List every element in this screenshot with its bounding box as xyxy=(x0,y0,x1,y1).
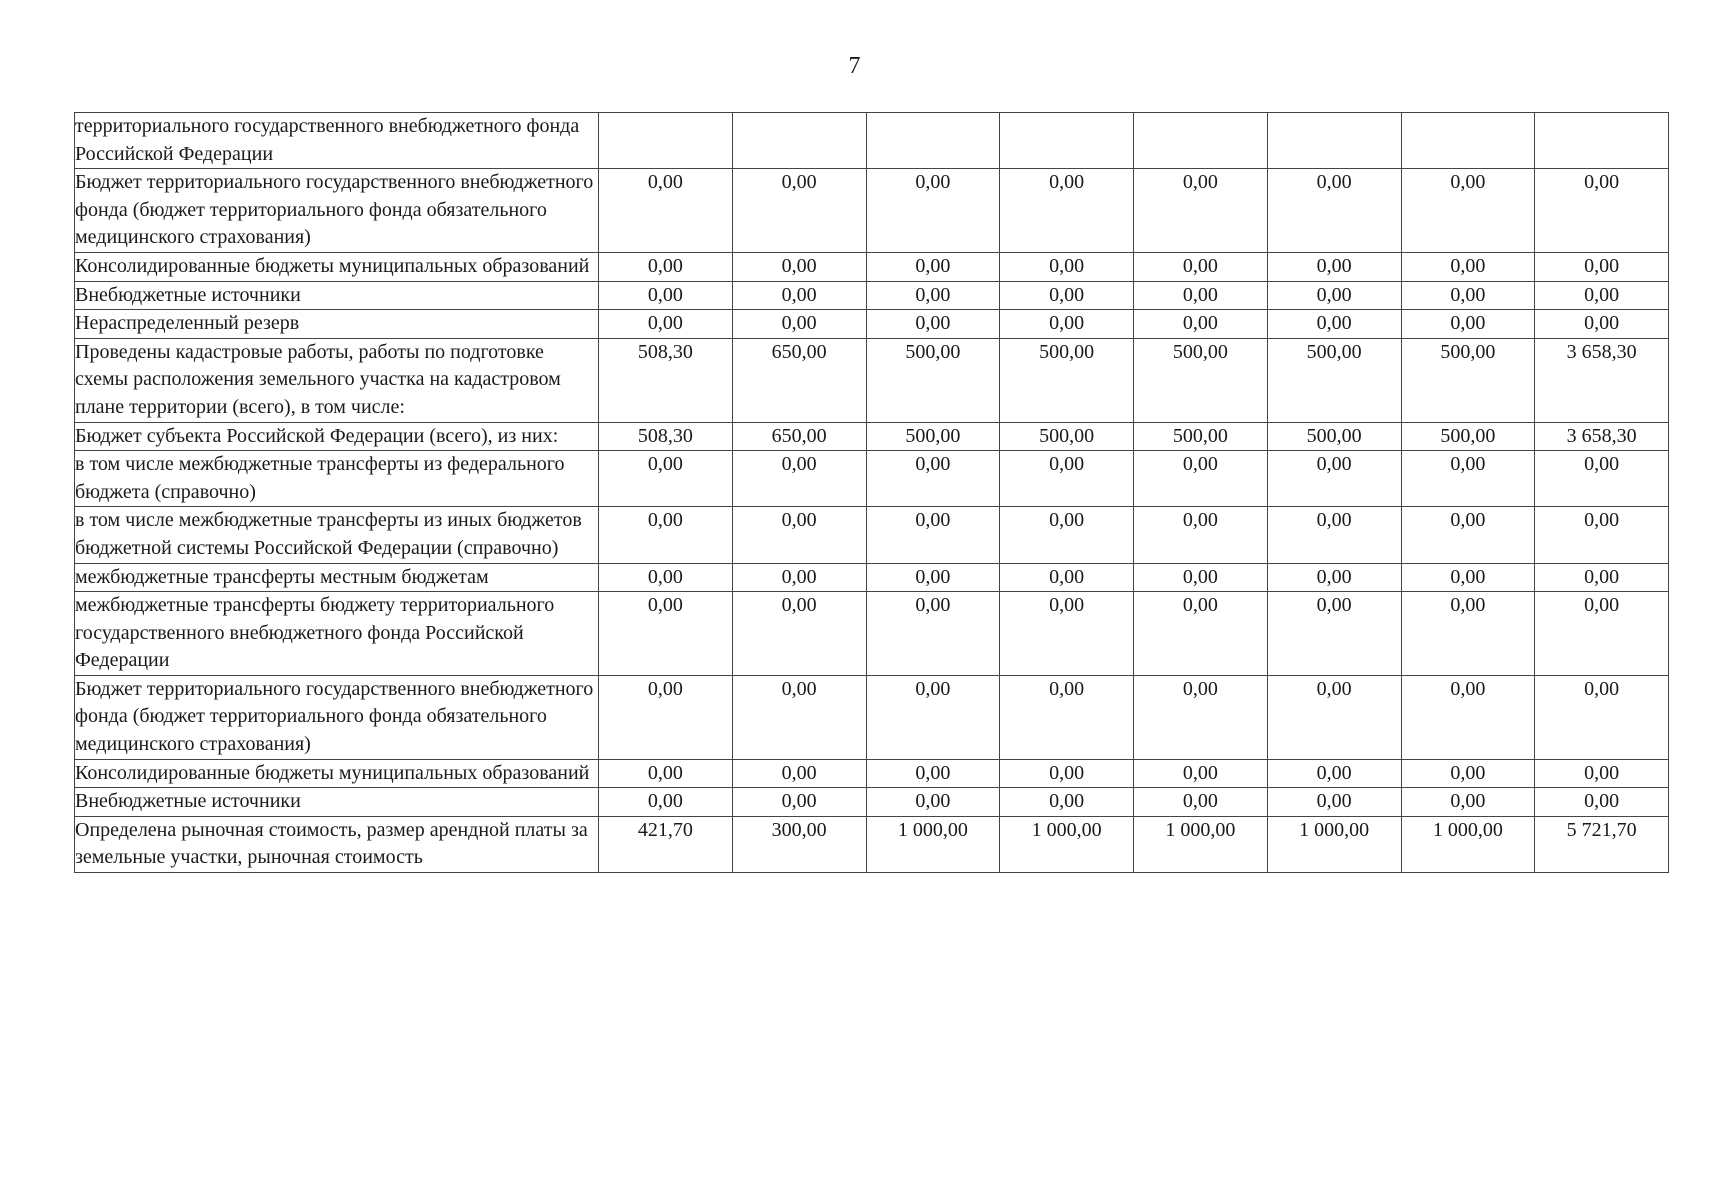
value-cell: 0,00 xyxy=(866,451,1000,507)
value-cell: 0,00 xyxy=(866,592,1000,676)
value-cell: 0,00 xyxy=(1267,252,1401,281)
row-label: в том числе межбюджетные трансферты из иных бюджетов бюджетной системы Российской Федерации (справочно) xyxy=(75,507,599,563)
value-cell: 0,00 xyxy=(599,592,733,676)
value-cell: 0,00 xyxy=(732,507,866,563)
value-cell: 300,00 xyxy=(732,816,866,872)
value-cell: 500,00 xyxy=(1134,422,1268,451)
value-cell: 0,00 xyxy=(599,310,733,339)
table-row xyxy=(75,451,1669,507)
value-cell: 0,00 xyxy=(866,788,1000,817)
value-cell: 0,00 xyxy=(599,281,733,310)
value-cell: 0,00 xyxy=(1267,507,1401,563)
row-label: Бюджет территориального государственного внебюджетного фонда (бюджет территориального фонда обязательного медицинского страхования) xyxy=(75,169,599,253)
value-cell: 0,00 xyxy=(1535,592,1669,676)
value-cell xyxy=(599,113,733,169)
value-cell: 0,00 xyxy=(1267,788,1401,817)
table-row xyxy=(75,507,1669,563)
value-cell: 508,30 xyxy=(599,338,733,422)
value-cell: 0,00 xyxy=(1000,788,1134,817)
value-cell xyxy=(866,113,1000,169)
table-row xyxy=(75,816,1669,872)
table-row xyxy=(75,338,1669,422)
table-row xyxy=(75,169,1669,253)
value-cell: 500,00 xyxy=(1267,338,1401,422)
value-cell: 0,00 xyxy=(599,507,733,563)
table-row xyxy=(75,281,1669,310)
value-cell: 0,00 xyxy=(1134,759,1268,788)
value-cell: 0,00 xyxy=(1267,759,1401,788)
value-cell: 1 000,00 xyxy=(1267,816,1401,872)
value-cell: 500,00 xyxy=(1000,338,1134,422)
table-row xyxy=(75,563,1669,592)
value-cell: 500,00 xyxy=(1134,338,1268,422)
row-label: Бюджет субъекта Российской Федерации (всего), из них: xyxy=(75,422,599,451)
value-cell: 0,00 xyxy=(866,675,1000,759)
value-cell: 0,00 xyxy=(1000,451,1134,507)
value-cell xyxy=(1134,113,1268,169)
value-cell: 500,00 xyxy=(866,338,1000,422)
value-cell: 0,00 xyxy=(1401,252,1535,281)
value-cell: 1 000,00 xyxy=(866,816,1000,872)
value-cell: 0,00 xyxy=(1134,675,1268,759)
value-cell: 0,00 xyxy=(599,788,733,817)
row-label: Консолидированные бюджеты муниципальных образований xyxy=(75,759,599,788)
value-cell: 0,00 xyxy=(1134,451,1268,507)
value-cell: 0,00 xyxy=(1535,281,1669,310)
value-cell: 0,00 xyxy=(1000,507,1134,563)
value-cell: 0,00 xyxy=(1401,759,1535,788)
value-cell: 0,00 xyxy=(1134,507,1268,563)
value-cell: 0,00 xyxy=(1401,281,1535,310)
row-label: Внебюджетные источники xyxy=(75,281,599,310)
value-cell: 0,00 xyxy=(1000,169,1134,253)
value-cell: 0,00 xyxy=(1134,788,1268,817)
value-cell: 0,00 xyxy=(1000,675,1134,759)
value-cell: 0,00 xyxy=(732,592,866,676)
value-cell xyxy=(1267,113,1401,169)
value-cell: 0,00 xyxy=(599,759,733,788)
value-cell: 0,00 xyxy=(866,281,1000,310)
value-cell: 0,00 xyxy=(1267,592,1401,676)
value-cell: 0,00 xyxy=(1134,252,1268,281)
value-cell: 0,00 xyxy=(1535,310,1669,339)
row-label: в том числе межбюджетные трансферты из федерального бюджета (справочно) xyxy=(75,451,599,507)
value-cell: 0,00 xyxy=(1401,788,1535,817)
value-cell: 0,00 xyxy=(732,451,866,507)
page-number: 7 xyxy=(848,53,861,79)
value-cell: 0,00 xyxy=(1267,451,1401,507)
table-row xyxy=(75,113,1669,169)
value-cell: 0,00 xyxy=(1267,281,1401,310)
value-cell: 0,00 xyxy=(1000,592,1134,676)
value-cell xyxy=(732,113,866,169)
value-cell: 650,00 xyxy=(732,422,866,451)
value-cell: 0,00 xyxy=(1000,759,1134,788)
value-cell: 0,00 xyxy=(1267,675,1401,759)
row-label: межбюджетные трансферты местным бюджетам xyxy=(75,563,599,592)
table-row xyxy=(75,422,1669,451)
value-cell: 500,00 xyxy=(866,422,1000,451)
value-cell: 0,00 xyxy=(732,675,866,759)
value-cell: 0,00 xyxy=(1267,563,1401,592)
value-cell: 0,00 xyxy=(599,169,733,253)
value-cell: 0,00 xyxy=(732,563,866,592)
value-cell: 0,00 xyxy=(866,563,1000,592)
value-cell: 3 658,30 xyxy=(1535,338,1669,422)
value-cell: 0,00 xyxy=(732,281,866,310)
value-cell: 0,00 xyxy=(1134,169,1268,253)
value-cell: 0,00 xyxy=(1000,563,1134,592)
value-cell: 0,00 xyxy=(866,759,1000,788)
value-cell: 0,00 xyxy=(1267,169,1401,253)
value-cell: 0,00 xyxy=(1535,451,1669,507)
value-cell xyxy=(1535,113,1669,169)
row-label: Консолидированные бюджеты муниципальных образований xyxy=(75,252,599,281)
value-cell: 0,00 xyxy=(599,252,733,281)
value-cell: 0,00 xyxy=(1134,592,1268,676)
value-cell: 421,70 xyxy=(599,816,733,872)
budget-table xyxy=(74,112,1669,873)
value-cell: 3 658,30 xyxy=(1535,422,1669,451)
value-cell: 0,00 xyxy=(732,310,866,339)
value-cell: 0,00 xyxy=(1401,592,1535,676)
value-cell: 0,00 xyxy=(1000,310,1134,339)
table-row xyxy=(75,675,1669,759)
row-label: Бюджет территориального государственного внебюджетного фонда (бюджет территориального фонда обязательного медицинского страхования) xyxy=(75,675,599,759)
value-cell: 1 000,00 xyxy=(1134,816,1268,872)
value-cell: 0,00 xyxy=(1000,252,1134,281)
value-cell: 0,00 xyxy=(1401,169,1535,253)
value-cell: 0,00 xyxy=(1267,310,1401,339)
value-cell: 0,00 xyxy=(1535,169,1669,253)
value-cell: 0,00 xyxy=(1535,252,1669,281)
value-cell xyxy=(1000,113,1134,169)
table-row xyxy=(75,252,1669,281)
value-cell: 508,30 xyxy=(599,422,733,451)
value-cell: 0,00 xyxy=(1535,788,1669,817)
value-cell: 0,00 xyxy=(1134,563,1268,592)
row-label: Внебюджетные источники xyxy=(75,788,599,817)
value-cell: 0,00 xyxy=(1535,507,1669,563)
table-row xyxy=(75,592,1669,676)
table-body xyxy=(75,113,1669,873)
value-cell: 0,00 xyxy=(1401,675,1535,759)
value-cell: 0,00 xyxy=(1401,451,1535,507)
value-cell: 650,00 xyxy=(732,338,866,422)
value-cell xyxy=(1401,113,1535,169)
table-row xyxy=(75,310,1669,339)
value-cell: 0,00 xyxy=(732,788,866,817)
row-label: Нераспределенный резерв xyxy=(75,310,599,339)
value-cell: 0,00 xyxy=(1401,563,1535,592)
value-cell: 0,00 xyxy=(599,675,733,759)
table-row xyxy=(75,788,1669,817)
value-cell: 0,00 xyxy=(599,451,733,507)
value-cell: 0,00 xyxy=(866,252,1000,281)
value-cell: 500,00 xyxy=(1000,422,1134,451)
value-cell: 0,00 xyxy=(1134,310,1268,339)
row-label: Проведены кадастровые работы, работы по подготовке схемы расположения земельного участка на кадастровом плане территории (всего), в том числе: xyxy=(75,338,599,422)
value-cell: 0,00 xyxy=(1401,507,1535,563)
value-cell: 0,00 xyxy=(1535,759,1669,788)
value-cell: 0,00 xyxy=(732,759,866,788)
value-cell: 0,00 xyxy=(732,252,866,281)
value-cell: 0,00 xyxy=(599,563,733,592)
table-row xyxy=(75,759,1669,788)
value-cell: 0,00 xyxy=(1535,675,1669,759)
value-cell: 500,00 xyxy=(1401,422,1535,451)
value-cell: 0,00 xyxy=(1535,563,1669,592)
row-label: межбюджетные трансферты бюджету территориального государственного внебюджетного фонда Российской Федерации xyxy=(75,592,599,676)
value-cell: 0,00 xyxy=(866,310,1000,339)
value-cell: 1 000,00 xyxy=(1000,816,1134,872)
value-cell: 0,00 xyxy=(866,507,1000,563)
value-cell: 0,00 xyxy=(1134,281,1268,310)
row-label: территориального государственного внебюджетного фонда Российской Федерации xyxy=(75,113,599,169)
value-cell: 0,00 xyxy=(866,169,1000,253)
value-cell: 500,00 xyxy=(1401,338,1535,422)
value-cell: 0,00 xyxy=(1000,281,1134,310)
value-cell: 1 000,00 xyxy=(1401,816,1535,872)
row-label: Определена рыночная стоимость, размер арендной платы за земельные участки, рыночная стоимость xyxy=(75,816,599,872)
value-cell: 5 721,70 xyxy=(1535,816,1669,872)
value-cell: 0,00 xyxy=(1401,310,1535,339)
value-cell: 500,00 xyxy=(1267,422,1401,451)
value-cell: 0,00 xyxy=(732,169,866,253)
